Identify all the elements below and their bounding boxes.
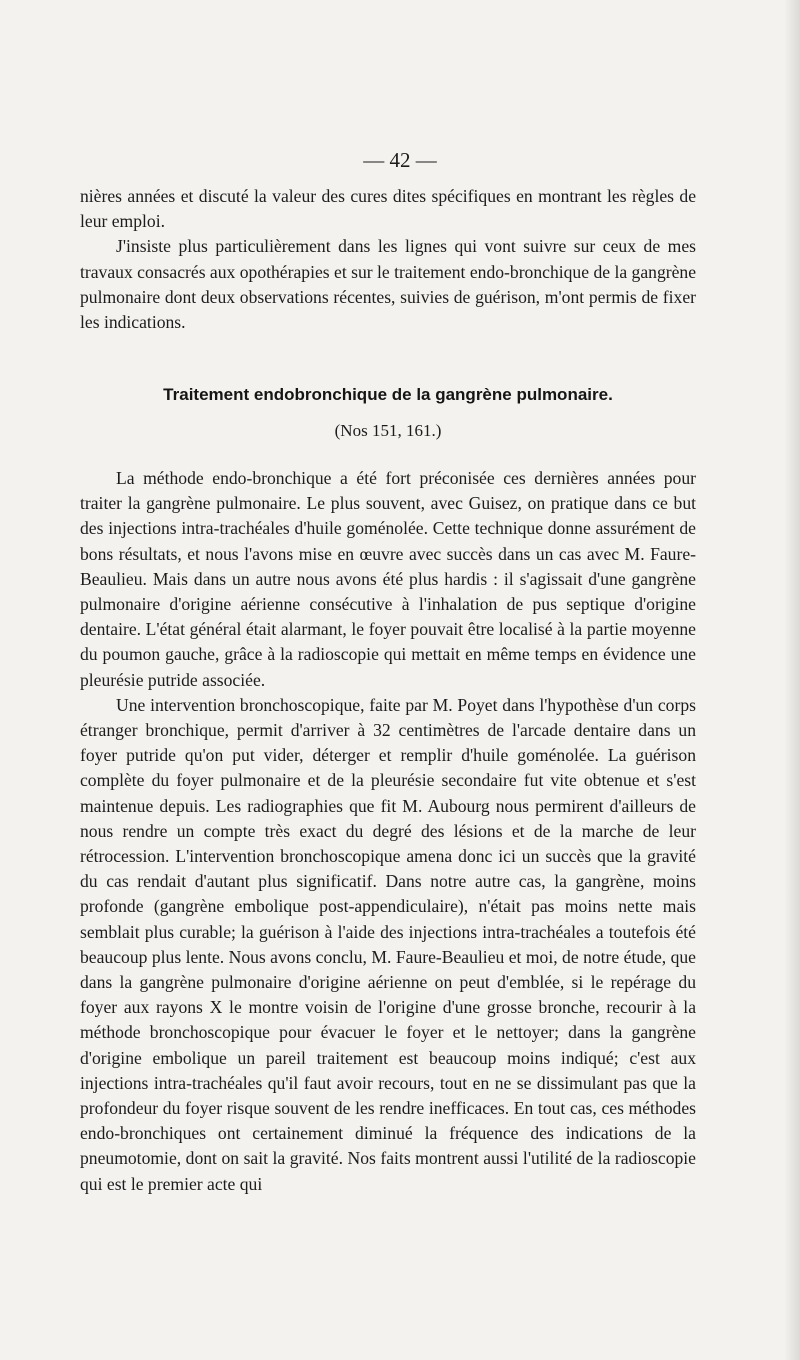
body-paragraph: La méthode endo-bronchique a été fort préconisée ces dernières années pour traiter la gangrène pulmonaire. Le plus souvent, avec Guisez, on pratique dans ce but des injections intra-trachéales d'huile goménolée. Cette technique donne assurément de bons résultats, et nous l'avons mise en œuvre avec succès dans un cas avec M. Faure-Beaulieu. Mais dans un autre nous avons été plus hardis : il s'agissait d'une gangrène pulmonaire d'origine aérienne consécutive à l'inhalation de pus septique d'origine dentaire. L'état général était alarmant, le foyer pouvait être localisé à la partie moyenne du poumon gauche, grâce à la radioscopie qui mettait en même temps en évidence une pleurésie putride associée. <box>80 468 696 690</box>
section-heading: Traitement endobronchique de la gangrène pulmonaire. <box>163 385 613 404</box>
body-paragraph: Une intervention bronchoscopique, faite par M. Poyet dans l'hypothèse d'un corps étranger bronchique, permit d'arriver à 32 centimètres de l'arcade dentaire dans un foyer putride qu'on put vider, déterger et remplir d'huile goménolée. La guérison complète du foyer pulmonaire et de la pleurésie secondaire fut vite obtenue et s'est maintenue depuis. Les radiographies que fit M. Aubourg nous permirent d'ailleurs de nous rendre un compte très exact du degré des lésions et de la marche de leur rétrocession. L'intervention bronchoscopique amena donc ici un succès que la gravité du cas rendait d'autant plus significatif. Dans notre autre cas, la gangrène, moins profonde (gangrène embolique post-appendiculaire), n'était pas moins nette mais semblait plus curable; la guérison à l'aide des injections intra-trachéales a toutefois été beaucoup plus lente. Nous avons conclu, M. Faure-Beaulieu et moi, de notre étude, que dans la gangrène pulmonaire d'origine aérienne on peut d'emblée, si le repérage du foyer aux rayons X le montre voisin de l'origine d'une grosse bronche, recourir à la méthode bronchoscopique pour évacuer le foyer et le nettoyer; dans la gangrène d'origine embolique un pareil traitement est beaucoup moins indiqué; c'est aux injections intra-trachéales qu'il faut avoir recours, tout en ne se dissimulant pas que la profondeur du foyer risque souvent de les rendre inefficaces. En tout cas, ces méthodes endo-bronchiques ont certainement diminué la fréquence des indications de la pneumotomie, dont on sait la gravité. Nos faits montrent aussi l'utilité de la radioscopie qui est le premier acte qui <box>80 694 696 1194</box>
section-reference: (Nos 151, 161.) <box>334 421 442 440</box>
intro-text <box>80 184 696 335</box>
intro-paragraph: J'insiste plus particulièrement dans les lignes qui vont suivre sur ceux de mes travaux consacrés aux opothérapies et sur le traitement endo-bronchique de la gangrène pulmonaire dont deux observations récentes, suivies de guérison, m'ont permis de fixer les indications. <box>80 236 697 333</box>
page-number: — 42 — <box>363 148 437 172</box>
intro-paragraph-continued: nières années et discuté la valeur des cures dites spécifiques en montrant les règles de leur emploi. <box>80 186 696 232</box>
body-text <box>80 466 696 1197</box>
